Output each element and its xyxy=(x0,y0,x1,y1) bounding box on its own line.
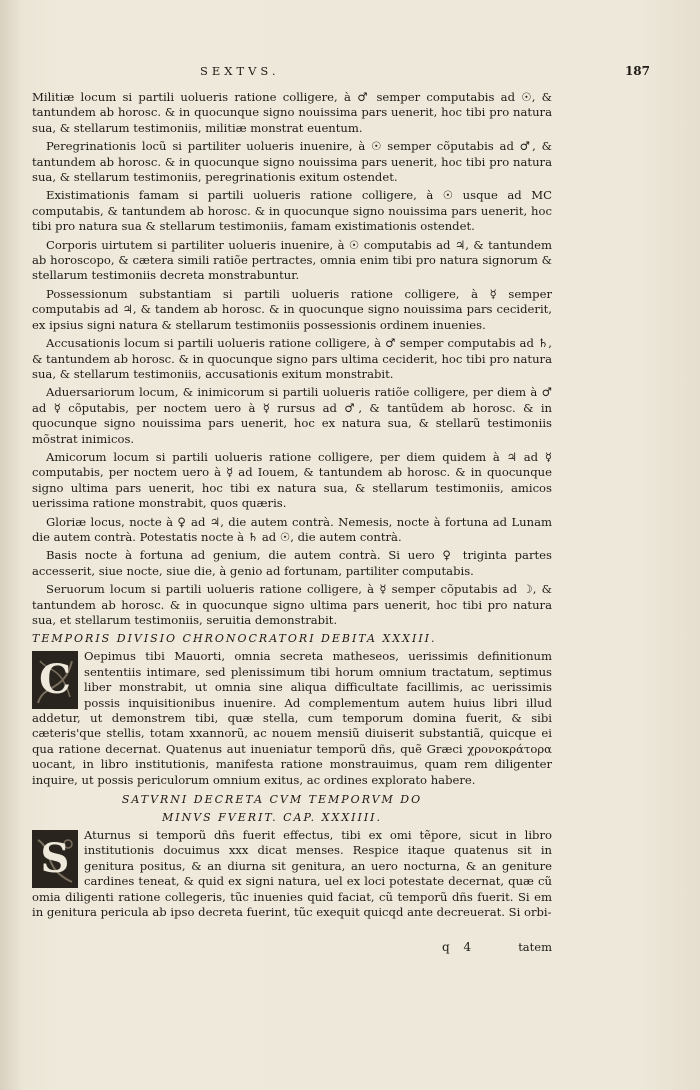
chapter-saturni xyxy=(32,828,552,920)
paragraph-corporis: Corporis uirtutem si partiliter uolueris inuenire, à ☉ computabis ad ♃, & tantundem ab horoscopo, & cætera simili ratiõe pertractes, omnia enim tibi pro natura signorum & stellarum testimoniis decreta monstrabuntur. xyxy=(32,237,552,283)
initial-letter: C xyxy=(39,656,71,704)
paragraph-amici: Amicorum locum si partili uolueris ratione colligere, per diem quidem à ♃ ad ☿ computabis, per noctem uero à ☿ ad Iouem, & tantundem ab horosc. & in quocunque signo ultima pars uenerit, hoc tibi ex natura sua, & stellarum testimoniis, amicos uerissima ratione monstrabit, quos quæris. xyxy=(32,449,552,511)
signature-mark: q 4 xyxy=(442,940,477,954)
decorated-initial-s xyxy=(32,830,78,888)
catchword: tatem xyxy=(518,940,552,954)
paragraph-basis: Basis nocte à fortuna ad genium, die autem contrà. Si uero ♀ triginta partes accesserit, siue nocte, siue die, à genio ad fortunam, partiliter computabis. xyxy=(32,548,552,578)
running-head: SEXTVS. xyxy=(200,64,280,78)
paragraph-gloria: Gloriæ locus, nocte à ♀ ad ♃, die autem contrà. Nemesis, nocte à fortuna ad Lunam die autem contrà. Potestatis nocte à ♄ ad ☉, die autem contrà. xyxy=(32,514,552,544)
chapter-temporis xyxy=(32,649,552,788)
paragraph-serui: Seruorum locum si partili uolueris ratione colligere, à ☿ semper cõputabis ad ☽, & tantundem ab horosc. & in quocunque signo ultima pars uenerit, hoc tibi pro natura sua, et stellarum testimoniis, seruitia demonstrabit. xyxy=(32,582,552,627)
page-number: 187 xyxy=(624,64,650,78)
text-body xyxy=(32,90,552,921)
paragraph-possessio: Possessionum substantiam si partili uolueris ratione colligere, à ☿ semper computabis ad ♃, & tandem ab horosc. & in quocunque signo nouissima pars ceciderit, ex ipsius signi natura & stellarum testimoniis possessionis ordinem inuenies. xyxy=(32,286,552,332)
page-footer xyxy=(32,940,552,958)
paragraph-existimatio: Existimationis famam si partili uolueris ratione colligere, à ☉ usque ad MC computabis, & tantundem ab horosc. & in quocunque signo nouissima pars uenerit, hoc tibi pro natura sua & stellarum testimoniis, famam existimationis ostendet. xyxy=(32,188,552,234)
paragraph-aduersarii: Aduersariorum locum, & inimicorum si partili uolueris ratiõe colligere, per diem à ♂ ad ☿ cõputabis, per noctem uero à ☿ rursus ad ♂, & tantũdem ab horosc. & in quocunque signo nouissima pars uenerit, hoc ex natura sua, & stellarũ testimoniis mõstrat inimicos. xyxy=(32,385,552,446)
initial-letter: S xyxy=(40,835,70,883)
page-header xyxy=(30,64,650,84)
paragraph-accusatio: Accusationis locum si partili uolueris ratione colligere, à ♂ semper computabis ad ♄, & tantundem ab horosc. & in quocunque signo pars ultima ceciderit, hoc tibi pro natura sua, & stellarum testimoniis, accusationis exitum monstrabit. xyxy=(32,336,552,381)
section-heading-temporis: TEMPORIS DIVISIO CHRONOCRATORI DEBITA XXXIII. xyxy=(32,632,437,646)
chapter-text-saturni: Aturnus si temporũ dñs fuerit effectus, tibi ex omi tẽpore, sicut in libro institutionis docuimus xxx dicat menses. Respice itaque quatenus sit in genitura positus, & an diurna sit genitura, an uero nocturna, & an geniture cardines teneat, & quid ex signi natura, uel ex loci potestate decernat, quæ cũ omia diligenti ratione collegeris, tũc inuenies quid faciat, cũ temporũ dñs fuerit. Si em in genitura pericula ab ipso decreta fuerint, tũc exequit quicqd ante decreuerat. Si orbi- xyxy=(32,828,552,920)
chapter-text-temporis: Oepimus tibi Mauorti, omnia secreta matheseos, uerissimis definitionum sententiis intimare, sed plenissimum tibi horum omnium tractatum, septimus liber monstrabit, ut omnia sine aliqua difficultate facillimis, ac uerissimis possis inquisitionibus inuenire. Ad complementum autem huius libri illud addetur, ut demonstrem tibi, quæ stella, cum temporum domina fuerit, & sibi cæteris'que stellis, totam xxannorũ, ac nouem mensiũ diuiserit substantiã, quicque ei qua ratione decernat. Quatenus aut inueniatur temporũ dñs, quẽ Græci χρονοκράτορα uocant, in libro institutionis, manifesta ratione monstrauimus, quam rem diligenter inquire, ut possis periculorum omnium exitus, ac ordines explorato habere. xyxy=(32,649,552,787)
section-heading-saturni-line1: SATVRNI DECRETA CVM TEMPORVM DO xyxy=(121,793,423,807)
section-heading-saturni-line2: MINVS FVERIT. CAP. XXXIIII. xyxy=(161,811,383,825)
paragraph-militia: Militiæ locum si partili uolueris ratione colligere, à ♂ semper computabis ad ☉, & tantundem ab horosc. & in quocunque signo nouissima pars uenerit, hoc tibi pro natura sua, & stellarum testimoniis, militiæ monstrat euentum. xyxy=(32,90,552,135)
paragraph-peregrinatio: Peregrinationis locũ si partiliter uolueris inuenire, à ☉ semper cõputabis ad ♂, & tantundem ab horosc. & in quocunque signo nouissima pars uenerit, hoc tibi pro natura sua, & stellarum testimoniis, peregrinationis exitum ostendet. xyxy=(32,139,552,185)
decorated-initial-c xyxy=(32,651,78,709)
